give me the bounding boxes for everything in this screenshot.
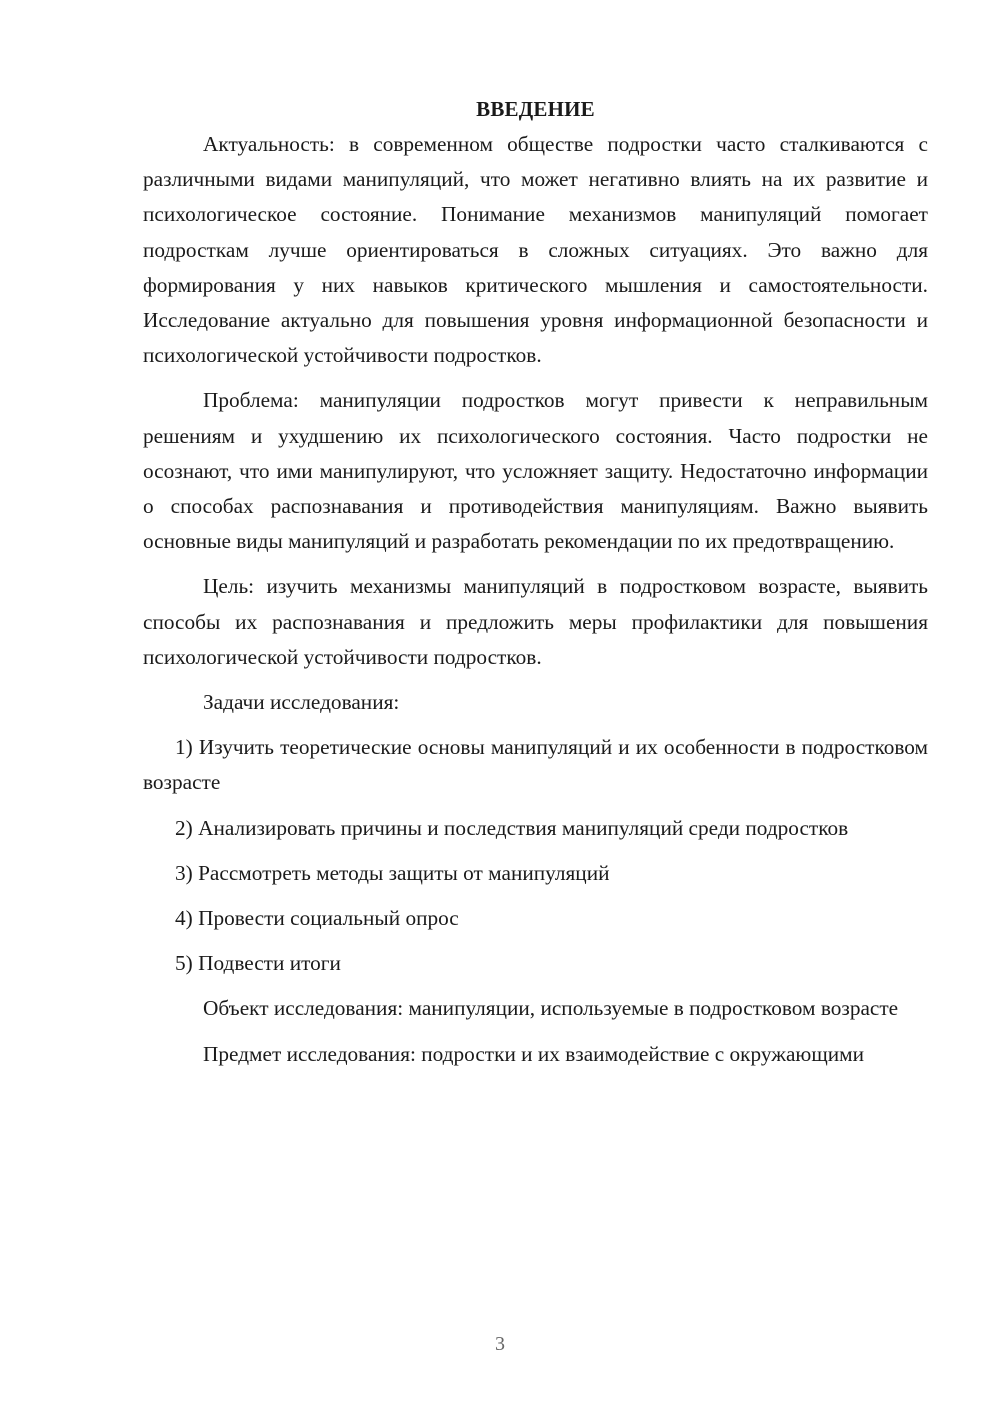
task-item-5: 5) Подвести итоги (175, 951, 341, 976)
task-item-1: 1) Изучить теоретические основы манипуляций и их особенности в подростковом возрасте (143, 735, 928, 795)
task-item-4: 4) Провести социальный опрос (175, 906, 459, 931)
document-title: ВВЕДЕНИЕ (476, 97, 595, 121)
task-item-3: 3) Рассмотреть методы защиты от манипуляций (175, 860, 610, 885)
paragraph-object: Объект исследования: манипуляции, используемые в подростковом возрасте (203, 996, 899, 1021)
task-item-2: 2) Анализировать причины и последствия манипуляций среди подростков (175, 815, 849, 840)
document-page (143, 92, 928, 1072)
tasks-heading: Задачи исследования: (203, 690, 400, 715)
paragraph-subject: Предмет исследования: подростки и их взаимодействие с окружающими (203, 1041, 865, 1066)
paragraph-goal: Цель: изучить механизмы манипуляций в подростковом возрасте, выявить способы их распознавания и предложить меры профилактики для повышения психологической устойчивости подростков. (143, 574, 928, 669)
paragraph-problem: Проблема: манипуляции подростков могут привести к неправильным решениям и ухудшению их психологического состояния. Часто подростки не осознают, что ими манипулируют, что усложняет защиту. Недостаточно информации о способах распознавания и противодействия манипуляциям. Важно выявить основные виды манипуляций и разработать рекомендации по их предотвращению. (143, 388, 928, 554)
page-number: 3 (495, 1333, 505, 1355)
paragraph-relevance: Актуальность: в современном обществе подростки часто сталкиваются с различными видами манипуляций, что может негативно влиять на их развитие и психологическое состояние. Понимание механизмов манипуляций помогает подросткам лучше ориентироваться в сложных ситуациях. Это важно для формирования у них навыков критического мышления и самостоятельности. Исследование актуально для повышения уровня информационной безопасности и психологической устойчивости подростков. (143, 132, 928, 368)
